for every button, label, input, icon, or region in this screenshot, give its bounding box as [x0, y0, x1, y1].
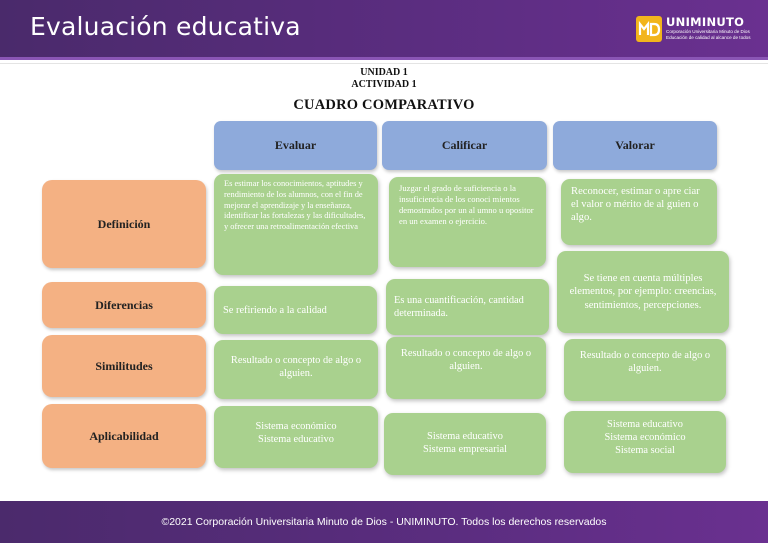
list-item: Sistema social	[615, 445, 675, 456]
footer-copyright: ©2021 Corporación Universitaria Minuto de Dios - UNIMINUTO. Todos los derechos reservados	[161, 516, 607, 528]
cell-aplicabilidad-valorar	[564, 411, 726, 473]
uniminuto-logo	[636, 14, 761, 48]
page-title: CUADRO COMPARATIVO	[293, 97, 475, 113]
column-header-evaluar: Evaluar	[214, 121, 377, 170]
list-item: Sistema económico	[604, 432, 686, 443]
footer-bar	[0, 501, 768, 543]
cell-definicion-evaluar: Es estimar los conocimientos, aptitudes y rendimiento de los alumnos, con el fin de mejorar el aprendizaje y la enseñanza, identificar las fortalezas y las dificultades, y ofrecer una retroalimentación efectiva	[214, 174, 378, 275]
activity-label: ACTIVIDAD 1	[351, 79, 417, 90]
list-item: Sistema educativo	[258, 434, 334, 445]
header-bar	[0, 0, 768, 60]
list-item: Sistema empresarial	[423, 444, 507, 455]
cell-definicion-calificar: Juzgar el grado de suficiencia o la insuficiencia de los conoci mientos demostrados por un al umno u opositor en un examen o ejercicio.	[389, 177, 546, 267]
row-header-definicion: Definición	[42, 180, 206, 268]
cell-similitudes-evaluar: Resultado o concepto de algo o alguien.	[214, 340, 378, 399]
unit-label: UNIDAD 1	[360, 67, 408, 78]
list-item: Sistema educativo	[607, 419, 683, 430]
cell-aplicabilidad-evaluar	[214, 406, 378, 468]
logo-subtitle-1: Corporación Universitaria Minuto de Dios	[666, 29, 750, 34]
cell-aplicabilidad-calificar	[384, 413, 546, 475]
logo-name: UNIMINUTO	[666, 15, 745, 29]
cell-diferencias-valorar: Se tiene en cuenta múltiples elementos, por ejemplo: creencias, sentimientos, percepciones.	[557, 251, 729, 333]
header-title: Evaluación educativa	[30, 12, 301, 41]
row-header-similitudes: Similitudes	[42, 335, 206, 397]
column-header-valorar: Valorar	[553, 121, 717, 170]
logo-mark-icon	[636, 16, 662, 42]
logo-subtitle-2: Educación de calidad al alcance de todos	[666, 35, 751, 40]
list-item: Sistema económico	[255, 421, 337, 432]
header-divider	[0, 63, 768, 64]
cell-diferencias-calificar: Es una cuantificación, cantidad determinada.	[386, 279, 549, 335]
cell-similitudes-calificar: Resultado o concepto de algo o alguien.	[386, 337, 546, 399]
cell-diferencias-evaluar: Se refiriendo a la calidad	[214, 286, 377, 334]
column-header-calificar: Calificar	[382, 121, 547, 170]
list-item: Sistema educativo	[427, 431, 503, 442]
cell-definicion-valorar: Reconocer, estimar o apre ciar el valor o mérito de al guien o algo.	[561, 179, 717, 245]
row-header-diferencias: Diferencias	[42, 282, 206, 328]
cell-similitudes-valorar: Resultado o concepto de algo o alguien.	[564, 339, 726, 401]
row-header-aplicabilidad: Aplicabilidad	[42, 404, 206, 468]
